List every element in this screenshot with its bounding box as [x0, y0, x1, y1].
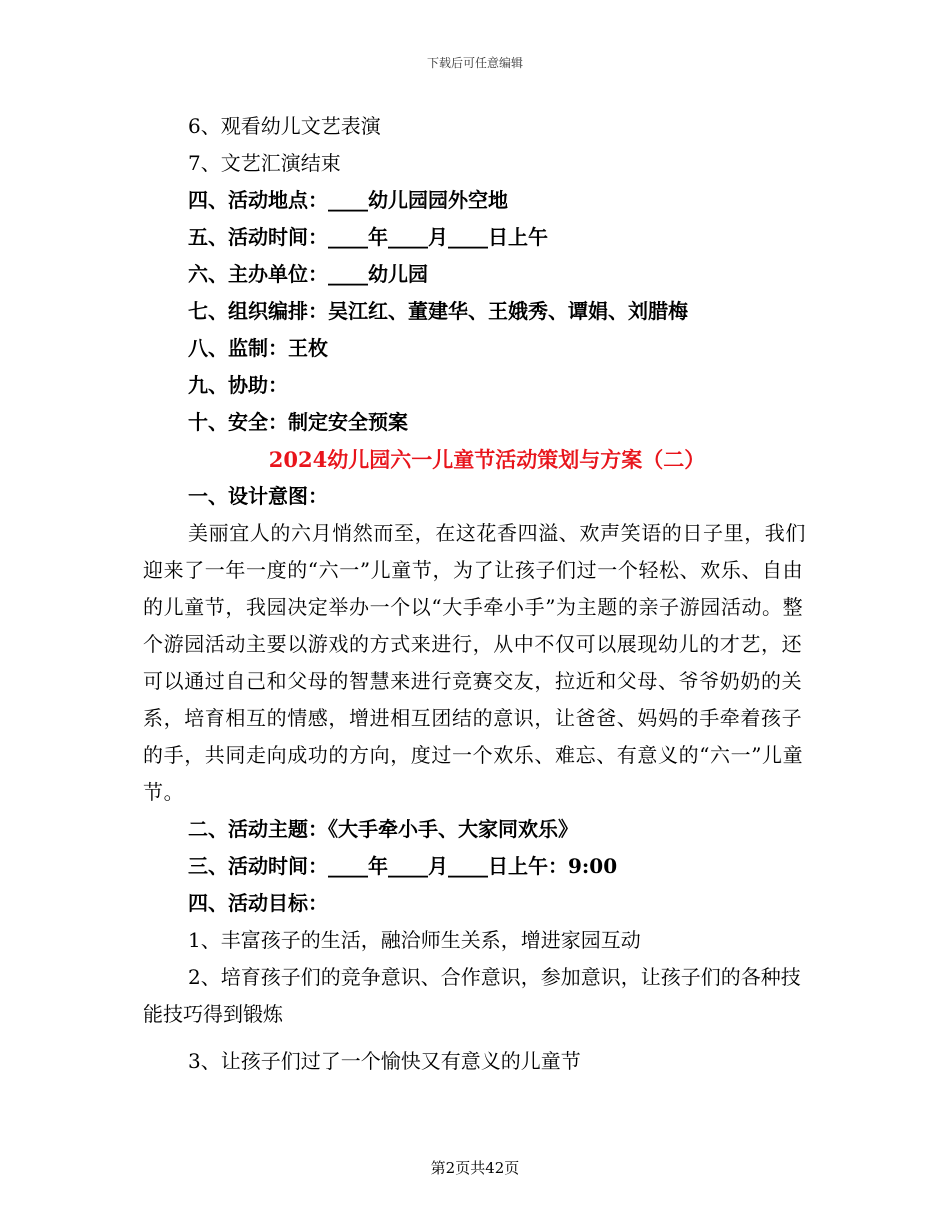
- page-header: 下载后可任意编辑: [426, 56, 523, 70]
- section-heading-arrangement: 七、组织编排：吴江红、董建华、王娥秀、谭娟、刘腊梅: [188, 299, 688, 323]
- goal-item-1: 1、丰富孩子的生活，融洽师生关系，增进家园互动: [188, 928, 641, 952]
- section-heading-supervision: 八、监制：王枚: [188, 336, 328, 360]
- section-title: 2024幼儿园六一儿童节活动策划与方案（二）: [268, 447, 706, 472]
- theme-line: 二、活动主题：《大手牵小手、大家同欢乐》: [188, 817, 578, 841]
- time-line: 三、活动时间：____年____月____日上午：9:00: [188, 854, 618, 878]
- section-heading-organizer: 六、主办单位：____幼儿园: [188, 262, 428, 286]
- section-heading-assistance: 九、协助：: [188, 373, 288, 397]
- goals-heading: 四、活动目标：: [188, 891, 328, 915]
- goal-item-2: 2、培育孩子们的竞争意识、合作意识，参加意识，让孩子们的各种技能技巧得到锻炼: [143, 965, 801, 1026]
- section-heading-time: 五、活动时间：____年____月____日上午: [188, 225, 548, 249]
- page-footer: 第2页共42页: [430, 1159, 520, 1177]
- goal-item-3: 3、让孩子们过了一个愉快又有意义的儿童节: [188, 1049, 581, 1073]
- document-body: [143, 108, 813, 1080]
- list-item: 6、观看幼儿文艺表演: [188, 114, 381, 138]
- list-item: 7、文艺汇演结束: [188, 151, 341, 175]
- design-paragraph: 美丽宜人的六月悄然而至，在这花香四溢、欢声笑语的日子里，我们迎来了一年一度的“六一”儿童节，为了让孩子们过一个轻松、欢乐、自由的儿童节，我园决定举办一个以“大手牵小手”为主题的亲子游园活动。整个游园活动主要以游戏的方式来进行，从中不仅可以展现幼儿的才艺，还可以通过自己和父母的智慧来进行竞赛交友，拉近和父母、爷爷奶奶的关系，培育相互的情感，增进相互团结的意识，让爸爸、妈妈的手牵着孩子的手，共同走向成功的方向，度过一个欢乐、难忘、有意义的“六一”儿童节。: [143, 521, 806, 804]
- section-heading-safety: 十、安全：制定安全预案: [188, 410, 408, 434]
- section-heading-location: 四、活动地点：____幼儿园园外空地: [188, 188, 508, 212]
- design-heading: 一、设计意图：: [188, 484, 328, 508]
